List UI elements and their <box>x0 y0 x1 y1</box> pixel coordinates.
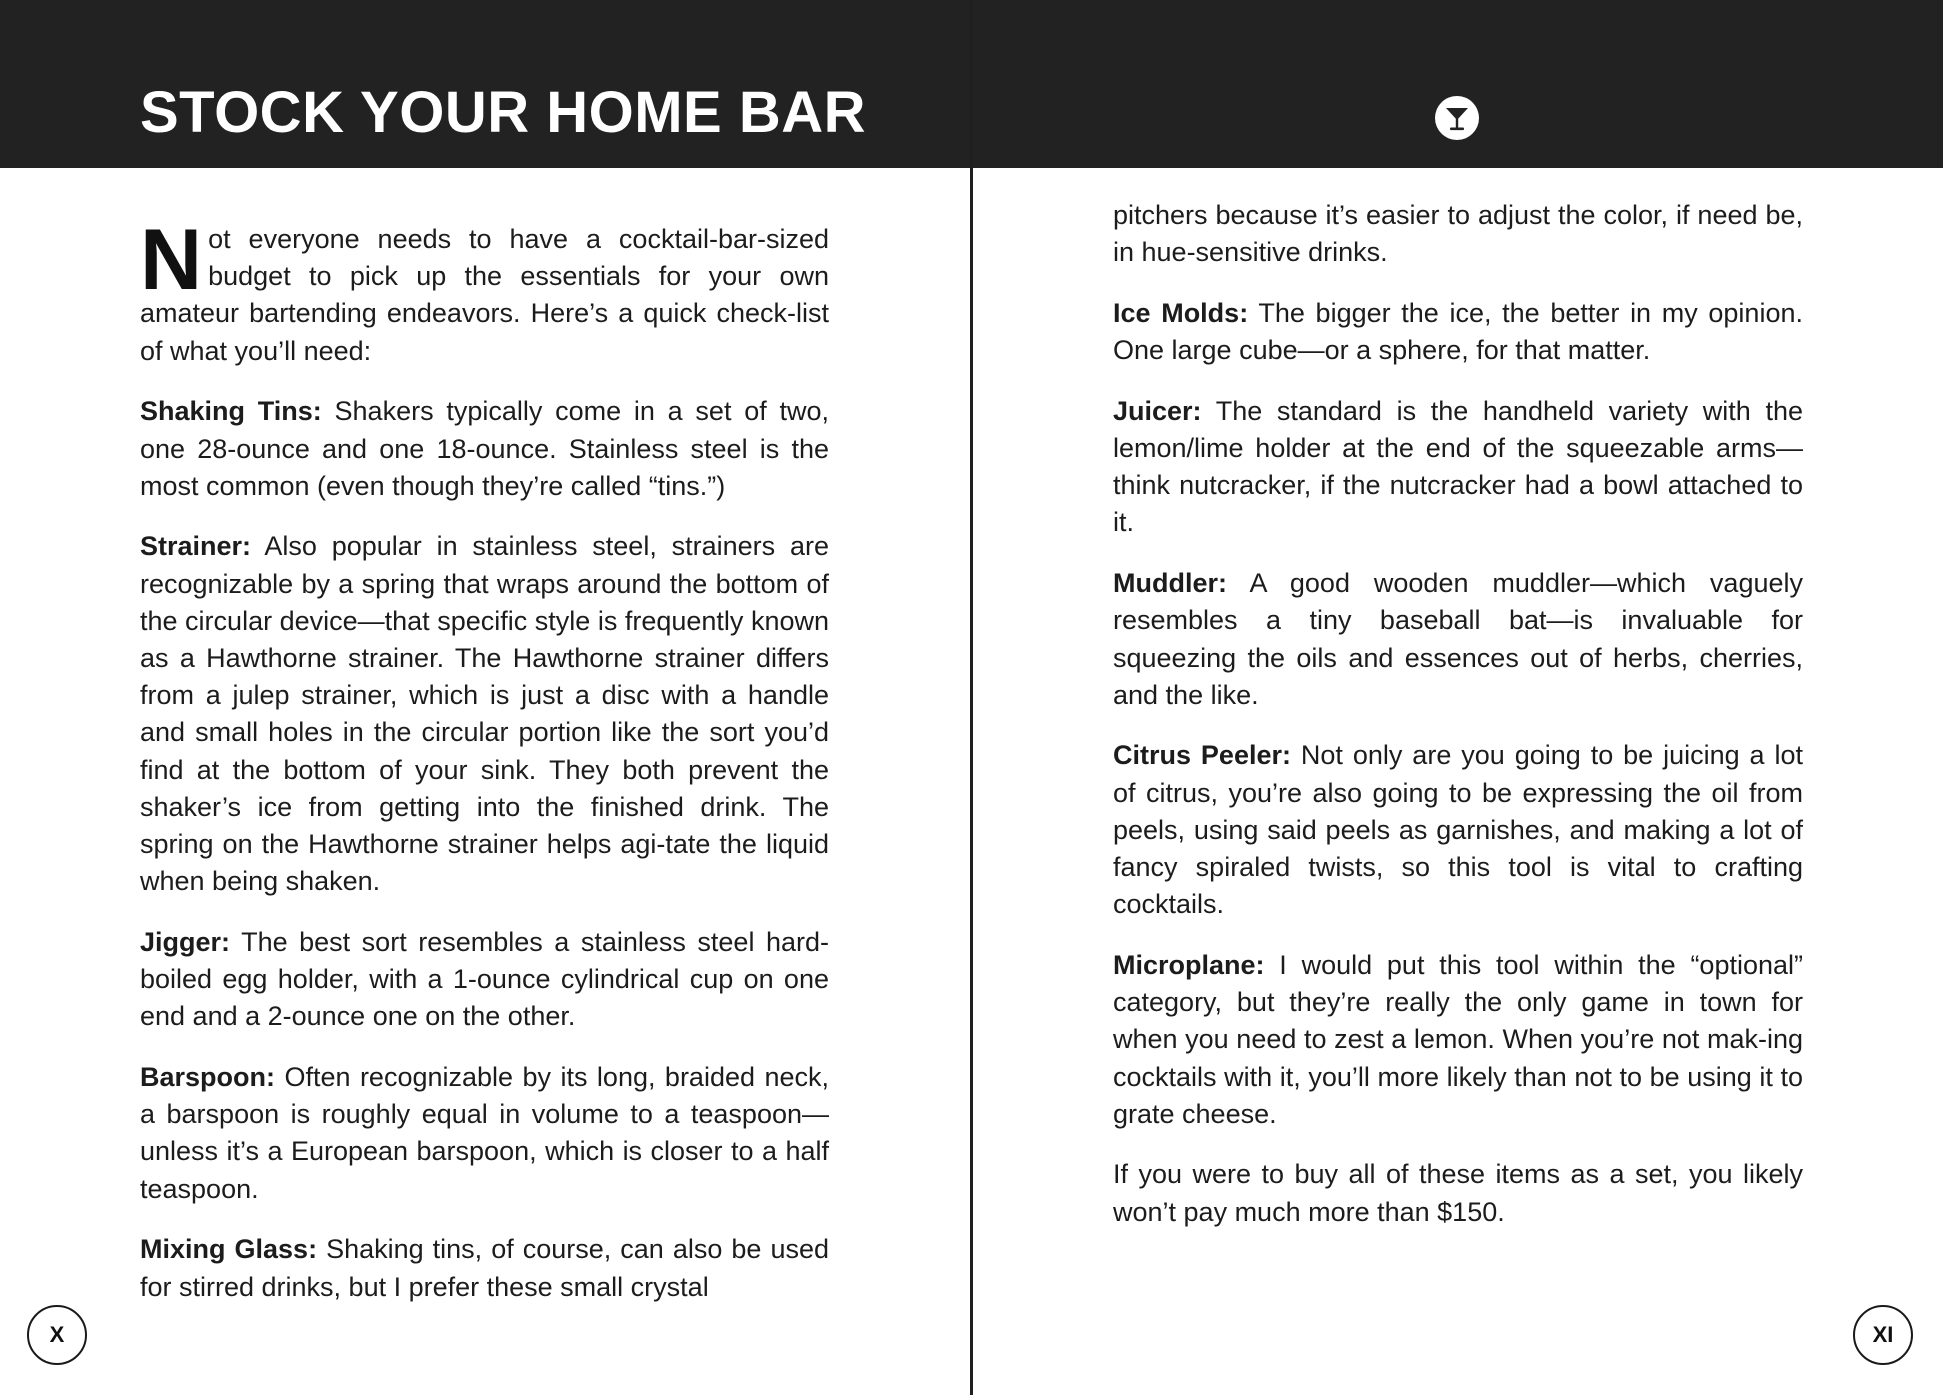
item-ice-molds <box>1113 295 1803 369</box>
item-mixing-glass <box>140 1231 829 1305</box>
item-citrus-peeler <box>1113 737 1803 923</box>
item-term: Shaking Tins: <box>140 396 322 427</box>
item-shaking-tins <box>140 393 829 505</box>
item-text: A good wooden muddler—which vaguely resembles a tiny baseball bat—is invaluable for squeezing the oils and essences out of herbs, cherries, and the like. <box>1113 568 1803 710</box>
item-text: Often recognizable by its long, braided neck, a barspoon is roughly equal in volume to a teaspoon—unless it’s a European barspoon, which is closer to a half teaspoon. <box>140 1062 829 1204</box>
cocktail-glass-icon <box>1435 96 1479 140</box>
intro-paragraph <box>140 212 829 370</box>
item-text: Shaking tins, of course, can also be used for stirred drinks, but I prefer these small crystal <box>140 1234 829 1302</box>
item-term: Microplane: <box>1113 949 1265 980</box>
cocktail-glass-icon-svg <box>1435 96 1479 140</box>
item-juicer <box>1113 393 1803 542</box>
item-strainer <box>140 528 829 900</box>
right-column <box>1113 197 1803 1254</box>
item-term: Mixing Glass: <box>140 1234 318 1265</box>
item-term: Strainer: <box>140 531 252 562</box>
page-number-right: XI <box>1853 1305 1913 1365</box>
intro-text: ot everyone needs to have a cocktail-bar-sized budget to pick up the essentials for your own amateur bartending endeavors. Here’s a quick check-list of what you’ll need: <box>140 224 829 366</box>
dropcap: N <box>140 212 203 308</box>
chapter-title: STOCK YOUR HOME BAR <box>140 80 866 145</box>
item-term: Barspoon: <box>140 1062 275 1093</box>
item-term: Muddler: <box>1113 568 1227 599</box>
item-text: Also popular in stainless steel, strainers are recognizable by a spring that wraps around the bottom of the circular device—that specific style is frequently known as a Hawthorne strainer. The Hawthorne strainer differs from a julep strainer, which is just a disc with a handle and small holes in the circular portion like the sort you’d find at the bottom of your sink. They both prevent the shaker’s ice from getting into the finished drink. The spring on the Hawthorne strainer helps agi-tate the liquid when being shaken. <box>140 531 829 897</box>
closing-paragraph: If you were to buy all of these items as a set, you likely won’t pay much more than $150. <box>1113 1159 1803 1227</box>
item-term: Jigger: <box>140 926 231 957</box>
item-muddler <box>1113 565 1803 714</box>
item-microplane <box>1113 947 1803 1133</box>
item-jigger <box>140 924 829 1036</box>
left-column <box>140 212 829 1329</box>
item-term: Juicer: <box>1113 395 1202 426</box>
item-text: I would put this tool within the “optional” category, but they’re really the only game in town for when you need to zest a lemon. When you’re not mak-ing cocktails with it, you’ll more likely than not to be using it to grate cheese. <box>1113 949 1803 1129</box>
header-band-right <box>973 0 1943 168</box>
right-page <box>973 0 1943 1395</box>
item-text: Shakers typically come in a set of two, one 28-ounce and one 18-ounce. Stainless steel is the most common (even though they’re called “tins.”) <box>140 396 829 501</box>
item-text: Not only are you going to be juicing a lot of citrus, you’re also going to be expressing the oil from peels, using said peels as garnishes, and making a lot of fancy spiraled twists, so this tool is vital to crafting cocktails. <box>1113 740 1803 920</box>
page-number-left: X <box>27 1305 87 1365</box>
left-page <box>0 0 971 1395</box>
item-barspoon <box>140 1059 829 1208</box>
item-text: The bigger the ice, the better in my opinion. One large cube—or a sphere, for that matter. <box>1113 297 1803 366</box>
item-term: Citrus Peeler: <box>1113 740 1291 771</box>
continuation-paragraph: pitchers because it’s easier to adjust the color, if need be, in hue-sensitive drinks. <box>1113 200 1803 268</box>
item-term: Ice Molds: <box>1113 297 1249 328</box>
item-text: The best sort resembles a stainless steel hard-boiled egg holder, with a 1-ounce cylindrical cup on one end and a 2-ounce one on the other. <box>140 926 829 1032</box>
item-text: The standard is the handheld variety with the lemon/lime holder at the end of the squeezable arms—think nutcracker, if the nutcracker had a bowl attached to it. <box>1113 395 1803 538</box>
